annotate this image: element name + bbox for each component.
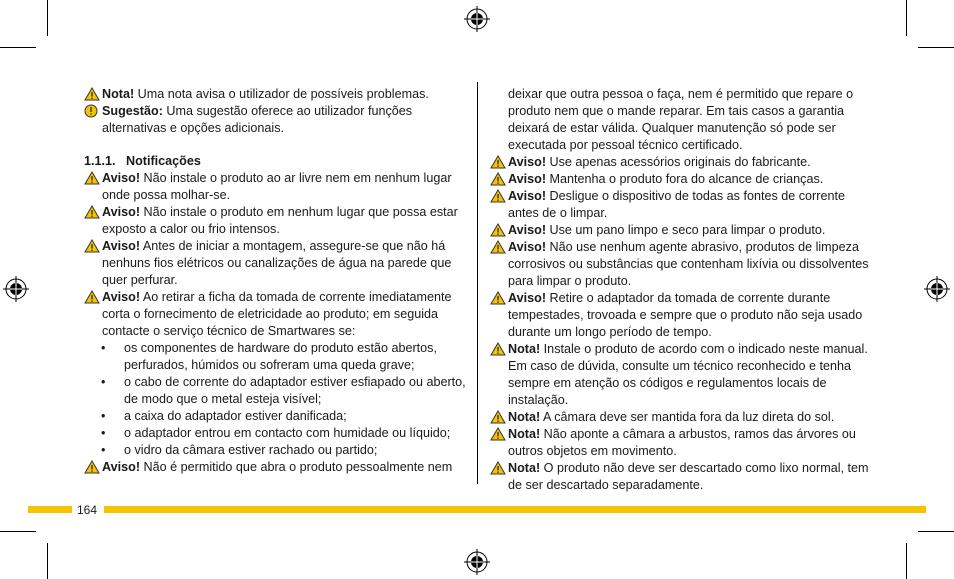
list-item-text: o cabo de corrente do adaptador estiver esfiapado ou aberto, de modo que o metal esteja visível; xyxy=(124,375,466,406)
note-item xyxy=(490,409,875,426)
item-text: Instale o produto de acordo com o indicado neste manual. Em caso de dúvida, consulte um técnico reconhecido e tenha sempre em atenção os códigos e regulamentos locais de instalação. xyxy=(508,342,868,407)
note-item xyxy=(490,426,875,460)
warning-icon xyxy=(490,223,506,237)
tip-item xyxy=(84,103,469,137)
item-label: Nota! xyxy=(508,410,541,424)
item-text: Mantenha o produto fora do alcance de crianças. xyxy=(546,172,824,186)
item-text: Uma sugestão oferece ao utilizador funções alternativas e opções adicionais. xyxy=(102,104,413,135)
list-item xyxy=(84,408,469,425)
item-text: deixar que outra pessoa o faça, nem é permitido que repare o produto nem que o mande reparar. Em tais casos a garantia deixará de estar válida. Qualquer manutenção só pode ser executada por pessoal técnico certificado. xyxy=(508,87,854,152)
bullet-dot: • xyxy=(101,443,106,457)
warning-icon xyxy=(490,342,506,356)
list-item-text: os componentes de hardware do produto estão abertos, perfurados, húmidos ou sofreram uma queda grave; xyxy=(124,341,437,372)
warning-icon xyxy=(490,291,506,305)
item-label: Nota! xyxy=(508,427,541,441)
item-text: A câmara deve ser mantida fora da luz direta do sol. xyxy=(540,410,835,424)
section-title: Notificações xyxy=(126,154,201,168)
item-label: Nota! xyxy=(508,342,541,356)
item-label: Nota! xyxy=(508,461,541,475)
warning-icon xyxy=(84,171,100,185)
list-item xyxy=(84,442,469,459)
item-label: Aviso! xyxy=(508,155,547,169)
item-text: Não é permitido que abra o produto pessoalmente nem xyxy=(140,460,453,474)
warning-item xyxy=(490,239,875,290)
crop-mark xyxy=(0,47,36,48)
item-text: Use um pano limpo e seco para limpar o produto. xyxy=(546,223,826,237)
warning-item xyxy=(84,459,469,476)
note-item xyxy=(490,341,875,409)
list-item xyxy=(84,425,469,442)
item-label: Aviso! xyxy=(102,239,141,253)
bullet-dot: • xyxy=(101,409,106,423)
item-text: O produto não deve ser descartado como lixo normal, tem de ser descartado separadamente. xyxy=(508,461,869,492)
item-text: Use apenas acessórios originais do fabricante. xyxy=(546,155,811,169)
warning-item xyxy=(84,170,469,204)
warning-item xyxy=(490,222,875,239)
warning-item xyxy=(84,204,469,238)
item-label: Aviso! xyxy=(102,290,141,304)
section-heading xyxy=(84,153,469,170)
warning-icon xyxy=(84,87,100,101)
warning-icon xyxy=(490,427,506,441)
warning-icon xyxy=(490,461,506,475)
item-label: Aviso! xyxy=(508,172,547,186)
item-text: Não use nenhum agente abrasivo, produtos de limpeza corrosivos ou substâncias que contenham lixívia ou dissolventes para limpar o produto. xyxy=(508,240,869,288)
footer-accent-bar-left xyxy=(28,506,72,513)
bullet-dot: • xyxy=(101,375,106,389)
crop-mark xyxy=(0,531,36,532)
continuation-text xyxy=(490,86,875,154)
list-item-text: a caixa do adaptador estiver danificada; xyxy=(124,409,347,423)
warning-item xyxy=(490,188,875,222)
item-label: Sugestão: xyxy=(102,104,163,118)
item-label: Aviso! xyxy=(102,205,141,219)
item-label: Aviso! xyxy=(508,291,547,305)
crop-mark xyxy=(918,531,954,532)
bullet-dot: • xyxy=(101,341,106,355)
left-column xyxy=(84,86,469,476)
page-number: 164 xyxy=(77,503,98,517)
warning-icon xyxy=(490,189,506,203)
crop-mark xyxy=(918,47,954,48)
crop-mark xyxy=(47,0,48,36)
warning-icon xyxy=(490,410,506,424)
item-text: Antes de iniciar a montagem, assegure-se que não há nenhuns fios elétricos ou canalizações de água na parede que quer perfurar. xyxy=(102,239,452,287)
right-column xyxy=(490,86,875,494)
item-text: Retire o adaptador da tomada de corrente durante tempestades, trovoada e sempre que o produto não seja usado durante um longo período de tempo. xyxy=(508,291,863,339)
warning-icon xyxy=(490,172,506,186)
crop-mark xyxy=(906,0,907,36)
item-label: Aviso! xyxy=(508,223,547,237)
warning-item xyxy=(490,290,875,341)
warning-icon xyxy=(490,155,506,169)
list-item-text: o adaptador entrou em contacto com humidade ou líquido; xyxy=(124,426,451,440)
warning-icon xyxy=(84,460,100,474)
item-text: Ao retirar a ficha da tomada de corrente imediatamente corta o fornecimento de eletricidade ao produto; em seguida contacte o serviço técnico de Smartwares se: xyxy=(102,290,452,338)
registration-mark-icon xyxy=(3,276,29,302)
list-item xyxy=(84,340,469,374)
warning-icon xyxy=(490,240,506,254)
registration-mark-icon xyxy=(924,276,950,302)
warning-icon xyxy=(84,239,100,253)
list-item-text: o vidro da câmara estiver rachado ou partido; xyxy=(124,443,378,457)
bullet-dot: • xyxy=(101,426,106,440)
item-label: Nota! xyxy=(102,87,135,101)
warning-icon xyxy=(84,205,100,219)
tip-icon xyxy=(84,104,100,118)
note-item xyxy=(490,460,875,494)
item-text: Não instale o produto ao ar livre nem em nenhum lugar onde possa molhar-se. xyxy=(102,171,452,202)
list-item xyxy=(84,374,469,408)
crop-mark xyxy=(47,543,48,579)
item-label: Aviso! xyxy=(508,189,547,203)
warning-icon xyxy=(84,290,100,304)
registration-mark-icon xyxy=(464,549,490,575)
crop-mark xyxy=(906,543,907,579)
item-text: Não instale o produto em nenhum lugar que possa estar exposto a calor ou frio intensos. xyxy=(102,205,458,236)
column-divider xyxy=(477,82,478,484)
warning-item xyxy=(490,171,875,188)
item-text: Não aponte a câmara a arbustos, ramos das árvores ou outros objetos em movimento. xyxy=(508,427,856,458)
warning-item xyxy=(84,289,469,340)
footer-accent-bar-right xyxy=(104,506,926,513)
warning-item xyxy=(84,238,469,289)
warning-item xyxy=(490,154,875,171)
item-label: Aviso! xyxy=(102,460,141,474)
item-label: Aviso! xyxy=(102,171,141,185)
section-number: 1.1.1. xyxy=(84,154,116,168)
item-text: Desligue o dispositivo de todas as fontes de corrente antes de o limpar. xyxy=(508,189,845,220)
item-label: Aviso! xyxy=(508,240,547,254)
item-text: Uma nota avisa o utilizador de possíveis problemas. xyxy=(134,87,429,101)
registration-mark-icon xyxy=(464,6,490,32)
note-item xyxy=(84,86,469,103)
